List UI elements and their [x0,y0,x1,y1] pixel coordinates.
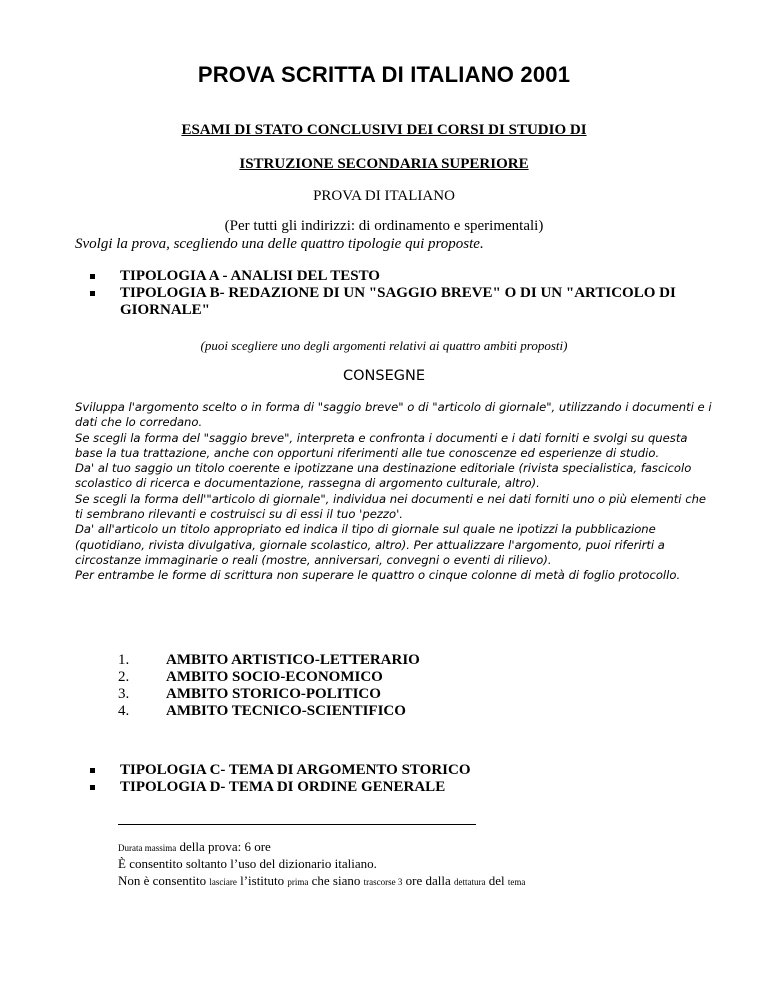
footer-uscita-part: lasciare [209,877,237,887]
footer-uscita-part: che siano [308,873,364,888]
list-item [118,669,618,686]
footer-durata-a: Durata massima [118,843,177,853]
consegne-heading: CONSEGNE [343,368,425,384]
consegne-paragraph: Se scegli la forma dell'"articolo di giornale", individua nei documenti e nei dati forniti uno o più elementi che ti sembrano rilevanti e costruisci su di essi il tuo 'pezzo'. [75,491,707,522]
footer-dizionario: È consentito soltanto l’uso del dizionario italiano. [118,856,377,871]
tipologia-b: TIPOLOGIA B- REDAZIONE DI UN "SAGGIO BREVE" O DI UN "ARTICOLO DI GIORNALE" [120,285,676,318]
footer-uscita-part: prima [287,877,309,887]
ambito-label: AMBITO ARTISTICO-LETTERARIO [166,652,420,668]
tipologia-c: TIPOLOGIA C- TEMA DI ARGOMENTO STORICO [120,762,471,778]
list-number: 4. [118,703,130,719]
consegne-paragraph: Se scegli la forma del "saggio breve", interpreta e confronta i documenti e i dati forniti e svolgi su questa base la tua trattazione, anche con opportuni riferimenti alle tue conoscenze ed esperienze di studio. [75,430,688,460]
ambito-label: AMBITO SOCIO-ECONOMICO [166,669,383,685]
page-title: PROVA SCRITTA DI ITALIANO 2001 [197,62,571,87]
list-number: 2. [118,669,130,685]
square-bullet-icon [90,274,95,279]
list-item [88,285,708,319]
consegne-paragraph: Da' al tuo saggio un titolo coerente e ipotizzane una destinazione editoriale (rivista specialistica, fascicolo scolastico di ricerca e documentazione, rassegna di argomento culturale, altro). [75,461,692,491]
tipologie-list-top [88,268,708,319]
list-number: 1. [118,652,130,668]
tipologia-a: TIPOLOGIA A - ANALISI DEL TESTO [120,268,380,284]
footer-uscita [118,872,678,891]
consegne-paragraph: Da' all'articolo un titolo appropriato ed indica il tipo di giornale sul quale ne ipotizzi la pubblicazione (quotidiano, rivista divulgativa, giornale scolastico, altro). Per attualizzare l'argomento, puoi riferirti a circostanze immaginarie o reali (mostre, anniversari, convegni o eventi di rilievo). [75,522,665,567]
footer-durata-b: della prova: 6 ore [176,839,271,854]
ambiti-list [118,652,618,720]
indirizzi-note: (Per tutti gli indirizzi: di ordinamento e sperimentali) [224,218,544,234]
footer-uscita-part: del [485,873,508,888]
ambito-label: AMBITO TECNICO-SCIENTIFICO [166,703,406,719]
list-item [118,652,618,669]
square-bullet-icon [90,785,95,790]
consegne-paragraph: Sviluppa l'argomento scelto o in forma di "saggio breve" o di "articolo di giornale", utilizzando i documenti e i dati che lo corredano. [75,400,712,430]
list-item [118,703,618,720]
tipologia-d: TIPOLOGIA D- TEMA DI ORDINE GENERALE [120,779,446,795]
footer-uscita-part: tema [507,877,526,887]
prova-label: PROVA DI ITALIANO [313,188,455,204]
list-item [118,686,618,703]
tipologie-list-bottom [88,762,708,796]
consegne-body [75,400,715,584]
exam-heading-line1: ESAMI DI STATO CONCLUSIVI DEI CORSI DI STUDIO DI [181,122,587,138]
intro-text: Svolgi la prova, scegliendo una delle quattro tipologie qui proposte. [75,236,484,252]
list-item [88,762,708,779]
footer-uscita-part: Non è consentito [118,873,210,888]
square-bullet-icon [90,291,95,296]
square-bullet-icon [90,768,95,773]
footer-uscita-part: l’istituto [236,873,288,888]
consegne-paragraph: Per entrambe le forme di scrittura non superare le quattro o cinque colonne di metà di foglio protocollo. [75,568,681,583]
footer-uscita-part: dettatura [453,877,486,887]
list-number: 3. [118,686,130,702]
ambito-label: AMBITO STORICO-POLITICO [166,686,381,702]
footer-uscita-part: ore dalla [402,873,454,888]
ambiti-note: (puoi scegliere uno degli argomenti relativi ai quattro ambiti proposti) [200,338,568,353]
exam-heading-line2: ISTRUZIONE SECONDARIA SUPERIORE [239,156,529,172]
list-item [88,779,708,796]
footnote-divider [118,824,476,825]
footer-uscita-part: trascorse 3 [363,877,403,887]
list-item [88,268,708,285]
